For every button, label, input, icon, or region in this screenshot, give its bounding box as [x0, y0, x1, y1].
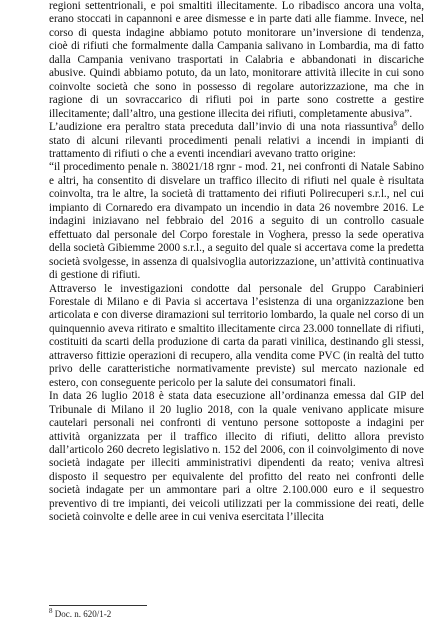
footnote-reference[interactable]: 8: [393, 119, 397, 128]
paragraph-2-text-after: dello stato di alcuni rilevanti procedimenti penali relativi a incendi in impianti di trattamento di rifiuti o che a eventi incendiari avevano tratto origine:: [49, 121, 425, 160]
paragraph-2: [49, 121, 424, 161]
footnote-separator: [49, 605, 147, 606]
footnote-number: 8: [49, 607, 53, 615]
quoted-paragraph-3: In data 26 luglio 2018 è stata data esecuzione all’ordinanza emessa dal GIP del Tribunale di Milano il 20 luglio 2018, con la quale venivano applicate misure cautelari personali nei confronti di ventuno persone sottoposte a indagini per attività organizzata per il traffico illecito di rifiuti, delitto allora previsto dall’articolo 260 decreto legislativo n. 152 del 2006, con il coinvolgimento di nove società indagate per illeciti amministrativi dipendenti da reato; veniva altresì disposto il sequestro per equivalente del profitto del reato nei confronti delle società indagate per un ammontare pari a oltre 2.100.000 euro e il sequestro preventivo di tre impianti, dei veicoli utilizzati per la commissione dei reati, delle società coinvolte e delle aree in cui veniva esercitata l’illecita: [49, 390, 424, 524]
quoted-paragraph-2: Attraverso le investigazioni condotte dal personale del Gruppo Carabinieri Forestale di Milano e di Pavia si accertava l’esistenza di una organizzazione ben articolata e con diverse diramazioni sul territorio lombardo, la quale nel corso di un quinquennio aveva ritirato e smaltito illecitamente circa 23.000 tonnellate di rifiuti, costituiti da scarti della produzione di carta da parati vinilica, destinando gli stessi, attraverso fittizie operazioni di recupero, alla vendita come PVC (in realtà del tutto privo delle caratteristiche normativamente previste) sul mercato nazionale ed estero, con conseguente pericolo per la salute dei consumatori finali.: [49, 282, 424, 389]
document-page: [49, 0, 424, 525]
paragraph-1: regioni settentrionali, e poi smaltiti illecitamente. Lo ribadisco ancora una volta, erano stoccati in capannoni e aree dismesse e in parte dati alle fiamme. Invece, nel corso di questa indagine abbiamo potuto monitorare un’inversione di tendenza, cioè di rifiuti che formalmente dalla Campania salivano in Lombardia, ma di fatto dalla Campania venivano trasportati in Calabria e abbandonati in discariche abusive. Quindi abbiamo potuto, da un lato, monitorare attività illecite in cui sono coinvolte società che sono in possesso di regolare autorizzazione, ma che in ragione di un sovraccarico di rifiuti poi in parte sono costrette a gestire illecitamente; dall’altro, una gestione illecita dei rifiuti, completamente abusiva”.: [49, 0, 424, 120]
footnote: [49, 609, 111, 620]
paragraph-2-text-before: L’audizione era peraltro stata preceduta dall’invio di una nota riassuntiva: [49, 121, 394, 134]
footnote-text: Doc. n. 620/1-2: [54, 609, 112, 619]
quoted-paragraph-1: “il procedimento penale n. 38021/18 rgnr - mod. 21, nei confronti di Natale Sabino e altri, ha consentito di disvelare un traffico illecito di rifiuti nel quale è risultata coinvolta, tra le altre, la società di trattamento dei rifiuti Polirecuperi s.r.l., nel cui impianto di Cornaredo era divampato un incendio in data 26 novembre 2016. Le indagini iniziavano nel febbraio del 2016 a seguito di un controllo casuale effettuato dal personale del Corpo forestale in Voghera, presso la sede operativa della società Gibiemme 2000 s.r.l., a seguito del quale si accertava come la predetta società svolgesse, in assenza di qualsivoglia autorizzazione, un’attività continuativa di gestione di rifiuti.: [49, 161, 424, 282]
